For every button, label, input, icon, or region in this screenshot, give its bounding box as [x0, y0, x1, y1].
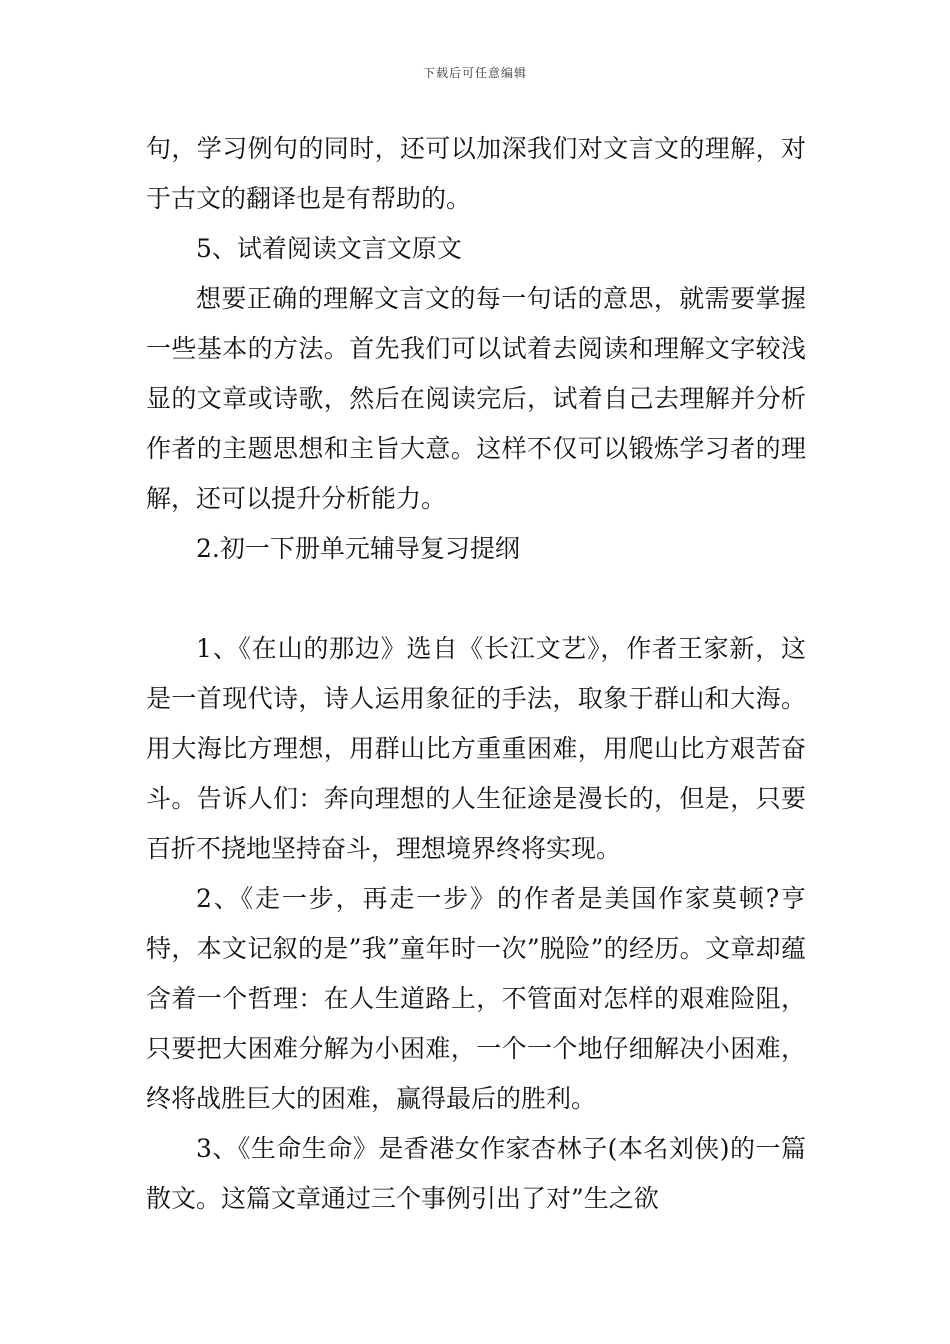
paragraph-item-3: 3、《生命生命》是香港女作家杏林子(本名刘侠)的一篇散文。这篇文章通过三个事例引出了对”生之欲 — [146, 1134, 806, 1213]
paragraph-continuation: 句，学习例句的同时，还可以加深我们对文言文的理解，对于古文的翻译也是有帮助的。 — [146, 134, 806, 213]
paragraph-item-2: 2、《走一步，再走一步》的作者是美国作家莫顿?亨特，本文记叙的是”我”童年时一次”脱险”的经历。文章却蕴含着一个哲理：在人生道路上，不管面对怎样的艰难险阻，只要把大困难分解为小困难，一个一个地仔细解决小困难，终将战胜巨大的困难，赢得最后的胜利。 — [146, 884, 806, 1113]
document-body — [146, 124, 806, 1224]
paragraph-reading-method: 想要正确的理解文言文的每一句话的意思，就需要掌握一些基本的方法。首先我们可以试着去阅读和理解文字较浅显的文章或诗歌，然后在阅读完后，试着自己去理解并分析作者的主题思想和主旨大意。这样不仅可以锻炼学习者的理解，还可以提升分析能力。 — [146, 284, 806, 513]
section-heading-5: 5、试着阅读文言文原文 — [196, 234, 462, 263]
section-heading-review-outline: 2.初一下册单元辅导复习提纲 — [196, 534, 520, 563]
blank-line — [146, 574, 806, 624]
page-header: 下载后可任意编辑 — [422, 66, 527, 80]
paragraph-item-1: 1、《在山的那边》选自《长江文艺》，作者王家新，这是一首现代诗，诗人运用象征的手法，取象于群山和大海。用大海比方理想，用群山比方重重困难，用爬山比方艰苦奋斗。告诉人们：奔向理想的人生征途是漫长的，但是，只要百折不挠地坚持奋斗，理想境界终将实现。 — [146, 634, 806, 863]
